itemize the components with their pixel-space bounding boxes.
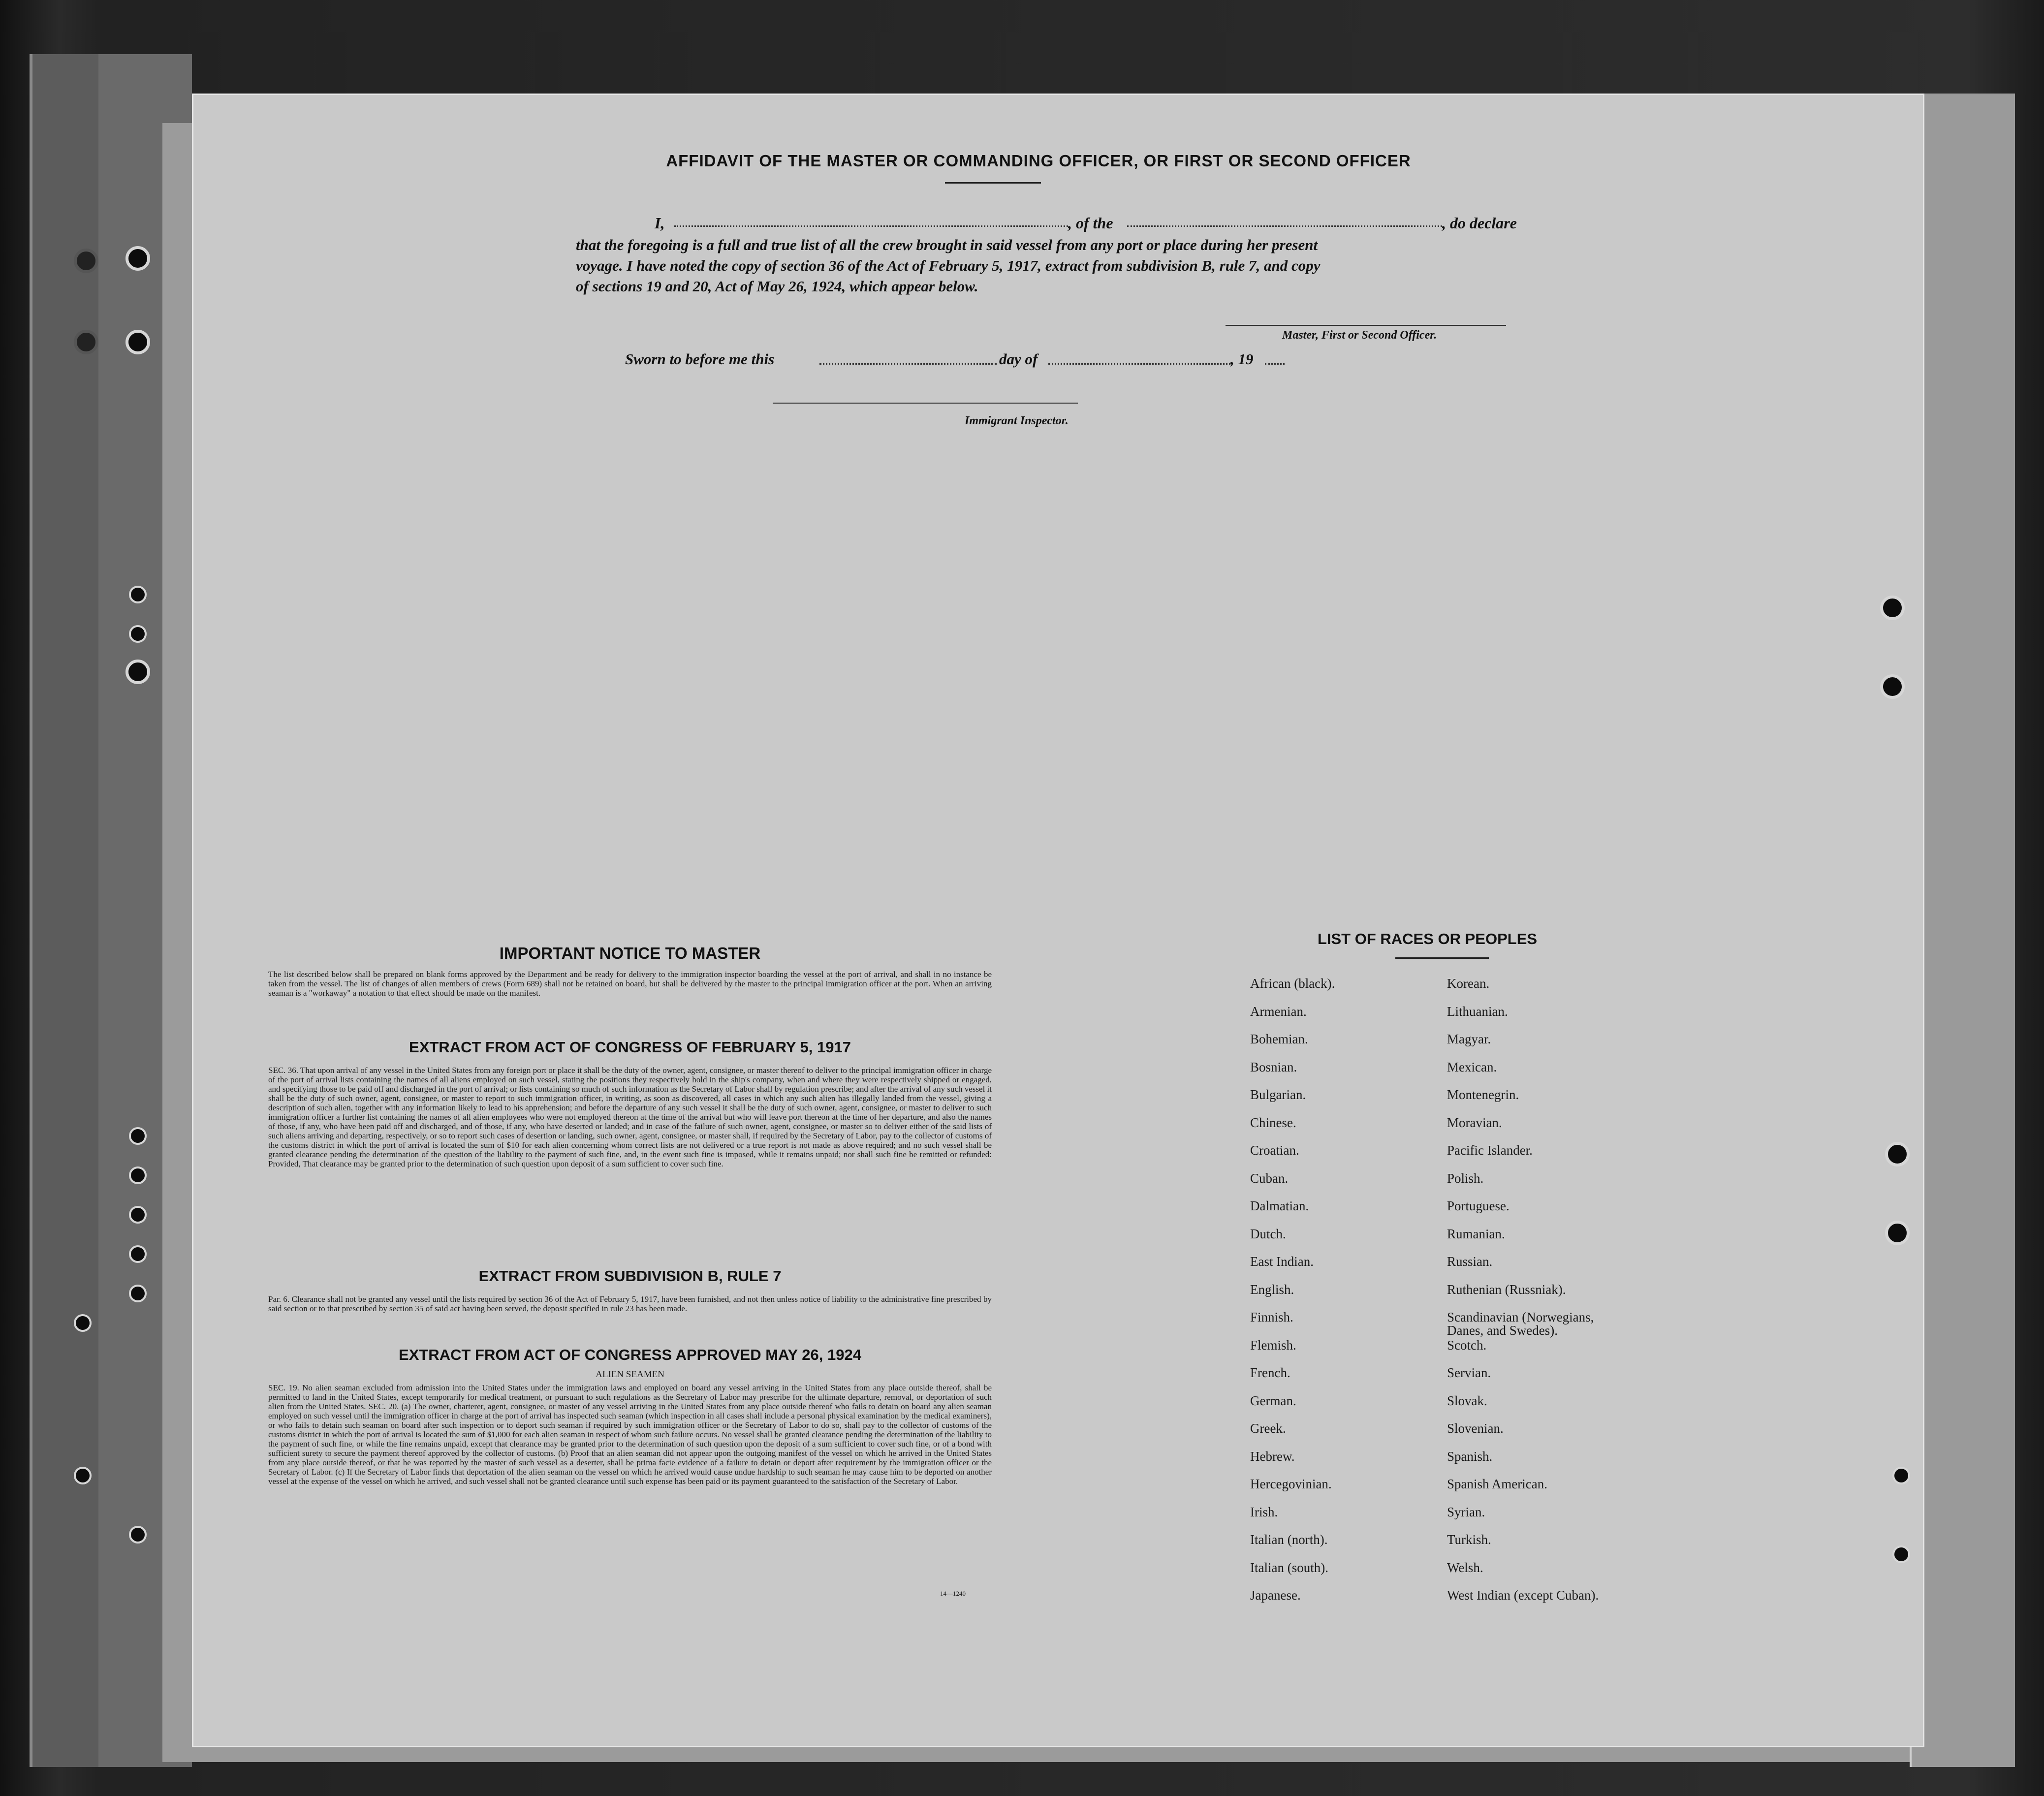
race-item: French. xyxy=(1250,1365,1290,1380)
race-item: Spanish. xyxy=(1447,1449,1493,1464)
race-item: Hebrew. xyxy=(1250,1449,1295,1464)
title-rule xyxy=(945,182,1041,184)
race-item: Dalmatian. xyxy=(1250,1198,1309,1213)
day-of-label: day of xyxy=(999,350,1038,368)
name-blank[interactable] xyxy=(674,225,1068,227)
binder-hole xyxy=(129,1206,147,1224)
inspector-signature-line[interactable] xyxy=(773,403,1078,404)
race-item: Turkish. xyxy=(1447,1532,1491,1547)
page-hole xyxy=(1892,1545,1910,1563)
page-hole xyxy=(1892,1467,1910,1484)
race-item: Bohemian. xyxy=(1250,1032,1308,1046)
form-number: 14—1240 xyxy=(940,1590,966,1597)
binder-hole xyxy=(129,1245,147,1263)
binder-hole xyxy=(74,1467,92,1484)
race-item: Croatian. xyxy=(1250,1143,1299,1158)
year-blank[interactable] xyxy=(1265,363,1285,365)
master-label: Master, First or Second Officer. xyxy=(1282,329,1437,342)
race-item: Slovenian. xyxy=(1447,1421,1504,1436)
race-item: Finnish. xyxy=(1250,1310,1293,1324)
race-item: Mexican. xyxy=(1447,1059,1497,1074)
sworn-day-blank[interactable] xyxy=(819,363,997,365)
race-item: Pacific Islander. xyxy=(1447,1143,1533,1158)
page-hole xyxy=(1880,674,1905,699)
race-item: Bulgarian. xyxy=(1250,1087,1306,1102)
page-hole xyxy=(1880,596,1905,620)
race-item: Magyar. xyxy=(1447,1032,1491,1046)
race-item: Portuguese. xyxy=(1447,1198,1509,1213)
binder-hole xyxy=(126,660,150,684)
year-label: , 19 xyxy=(1230,350,1254,368)
extract-1924-text: SEC. 19. No alien seaman excluded from admission into the United States under the immigration laws and employed on board any vessel arriving in the United States from any place outside thereof, shall be permitted to land in the United States, except temporarily for medical treatment, or pursuant to such regulations as the Secretary of Labor may prescribe for the ultimate departure, removal, or deportation of such alien from the United States. SEC. 20. (a) The owner, charterer, agent, consignee, or master of any vessel arriving in the United States from any place outside thereof who fails to detain on board any alien seaman employed on such vessel until the immigration officer in charge at the port of arrival has inspected such seaman (which inspection in all cases shall include a personal physical examination by the medical examiners), or who fails to detain such seaman on board after such inspection or to deport such seaman if required by such immigration officer or the Secretary of Labor to do so, shall pay to the collector of customs of the customs district in which the port of arrival is located the sum of $1,000 for each alien seaman in respect of whom such failure occurs. No vessel shall be granted clearance pending the determination of the liability to the payment of such fine, or while the fine remains unpaid, except that clearance may be granted prior to the determination of such question upon the deposit of a sum sufficient to cover such fine, or of a bond with sufficient surety to secure the payment thereof approved by the collector of customs. (b) Proof that an alien seaman did not appear upon the outgoing manifest of the vessel on which he arrived in the United States from any place outside thereof, or that he was reported by the master of such vessel as a deserter, shall be prima facie evidence of a failure to detain or deport after requirement by the immigration officer or the Secretary of Labor. (c) If the Secretary of Labor finds that deportation of the alien seaman on the vessel on which he arrived would cause undue hardship to such seaman he may cause him to be deported on another vessel at the expense of the vessel on which he arrived, and such vessel shall not be granted clearance until such expense has been paid or its payment guaranteed to the satisfaction of the Secretary of Labor. xyxy=(268,1383,992,1486)
page-edge xyxy=(1910,94,2015,1767)
race-item: German. xyxy=(1250,1393,1296,1408)
race-item: East Indian. xyxy=(1250,1254,1314,1269)
binder-hole xyxy=(129,1166,147,1184)
race-item: Montenegrin. xyxy=(1447,1087,1519,1102)
race-item: Scotch. xyxy=(1447,1337,1487,1353)
binder-hole xyxy=(129,1285,147,1302)
race-item: Armenian. xyxy=(1250,1004,1307,1019)
race-item: Spanish American. xyxy=(1447,1477,1547,1491)
races-title: LIST OF RACES OR PEOPLES xyxy=(1317,930,1538,947)
race-item: Rumanian. xyxy=(1447,1226,1505,1241)
race-item: Korean. xyxy=(1447,976,1490,991)
binder-hole xyxy=(126,246,150,271)
affidavit-title: AFFIDAVIT OF THE MASTER OR COMMANDING OFFICER, OR FIRST OR SECOND OFFICER xyxy=(666,152,1411,170)
inspector-label: Immigrant Inspector. xyxy=(965,414,1069,427)
race-item: Polish. xyxy=(1447,1170,1484,1186)
binder-hole xyxy=(126,330,150,354)
binder-hole xyxy=(129,1526,147,1544)
affidavit-line-2: that the foregoing is a full and true list of all the crew brought in said vessel from any port or place during her present xyxy=(576,236,1318,253)
notice-title: IMPORTANT NOTICE TO MASTER xyxy=(499,944,761,962)
race-item: Moravian. xyxy=(1447,1115,1502,1130)
affidavit-of-the: , of the xyxy=(1068,214,1113,232)
race-item: Russian. xyxy=(1447,1254,1493,1269)
races-rule xyxy=(1395,957,1489,959)
master-signature-line[interactable] xyxy=(1226,325,1506,326)
vessel-blank[interactable] xyxy=(1127,225,1442,227)
binder-spine xyxy=(30,54,99,1767)
race-item: Syrian. xyxy=(1447,1504,1485,1519)
notice-text: The list described below shall be prepared on blank forms approved by the Department and be ready for delivery to the immigration inspector boarding the vessel at the port of arrival, and shall in no instance be taken from the vessel. The list of changes of alien members of crews (Form 689) shall not be retained on board, but shall be delivered by the master to the principal immigration officer at the port. When an arriving seaman is a "workaway" a notation to that effect should be made on the manifest. xyxy=(268,970,992,998)
binder-hole xyxy=(74,330,98,354)
race-item: Ruthenian (Russniak). xyxy=(1447,1282,1566,1297)
race-item: Hercegovinian. xyxy=(1250,1477,1332,1491)
race-item: Lithuanian. xyxy=(1447,1004,1508,1019)
manifest-page xyxy=(192,94,1924,1747)
race-item: Chinese. xyxy=(1250,1115,1296,1130)
extract-rule7-title: EXTRACT FROM SUBDIVISION B, RULE 7 xyxy=(478,1267,782,1285)
race-item: Greek. xyxy=(1250,1421,1286,1436)
race-item: Bosnian. xyxy=(1250,1059,1297,1074)
page-hole xyxy=(1885,1221,1910,1245)
race-item: West Indian (except Cuban). xyxy=(1447,1588,1599,1603)
race-item: Italian (north). xyxy=(1250,1532,1328,1547)
extract-1917-title: EXTRACT FROM ACT OF CONGRESS OF FEBRUARY 5, 1917 xyxy=(409,1039,851,1056)
race-item: Irish. xyxy=(1250,1504,1278,1519)
race-item: Scandinavian (Norwegians, Danes, and Swedes). xyxy=(1447,1310,1594,1338)
month-blank[interactable] xyxy=(1048,363,1230,365)
page-hole xyxy=(1885,1142,1910,1166)
race-item: African (black). xyxy=(1250,976,1335,991)
race-item: Flemish. xyxy=(1250,1337,1296,1353)
race-item: English. xyxy=(1250,1282,1294,1297)
race-item: Japanese. xyxy=(1250,1588,1301,1603)
binder-hole xyxy=(129,1127,147,1145)
races-list xyxy=(1250,977,1742,1617)
affidavit-declare: , do declare xyxy=(1442,214,1517,232)
race-item: Slovak. xyxy=(1447,1393,1487,1408)
affidavit-line-4: of sections 19 and 20, Act of May 26, 1924, which appear below. xyxy=(576,278,978,295)
extract-1924-title: EXTRACT FROM ACT OF CONGRESS APPROVED MAY 26, 1924 xyxy=(399,1346,861,1363)
binder-hole xyxy=(74,249,98,273)
race-item: Italian (south). xyxy=(1250,1560,1328,1575)
binder-hole xyxy=(129,586,147,603)
binder-hole xyxy=(74,1314,92,1332)
extract-rule7-text: Par. 6. Clearance shall not be granted any vessel until the lists required by section 36 of the Act of February 5, 1917, have been furnished, and not then unless notice of liability to the administrative fine prescribed by said section or to that prescribed by section 35 of said act having been served, the deposit specified in rule 23 has been made. xyxy=(268,1294,992,1313)
race-item: Servian. xyxy=(1447,1365,1491,1380)
race-item: Dutch. xyxy=(1250,1226,1286,1241)
sworn-label: Sworn to before me this xyxy=(625,350,775,368)
affidavit-line-3: voyage. I have noted the copy of section 36 of the Act of February 5, 1917, extract from subdivision B, rule 7, and copy xyxy=(576,257,1321,274)
race-item: Welsh. xyxy=(1447,1560,1483,1575)
extract-1917-text: SEC. 36. That upon arrival of any vessel in the United States from any foreign port or place it shall be the duty of the owner, agent, consignee, or master thereof to deliver to the principal immigration officer in charge of the port of arrival lists containing the names of all aliens employed on such vessel, stating the positions they respectively hold in the ship's company, when and where they were respectively shipped or engaged, and specifying those to be paid off and discharged in the port of arrival; or lists containing so much of such information as the Secretary of Labor shall by regulation prescribe; and after the arrival of any such vessel it shall be the duty of such owner, agent, consignee, or master to report to such immigration officer, in writing, as soon as discovered, all cases in which any such alien has illegally landed from the vessel, giving a description of such alien, together with any information likely to lead to his apprehension; and before the departure of any such vessel it shall be the duty of such owner, agent, consignee, or master to deliver to such immigration officer a further list containing the names of all alien employees who were not employed thereon at the time of the arrival but who will leave port thereon at the time of her departure, and also the names of those, if any, who have been paid off and discharged, and of those, if any, who have deserted or landed; and in case of the failure of such owner, agent, consignee, or master so to deliver either of the said lists of such aliens arriving and departing, respectively, or so to report such cases of desertion or landing, such owner, agent, consignee, or master shall, if required by the Secretary of Labor, pay to the collector of customs of the customs district in which the port of arrival is located the sum of $10 for each alien concerning whom correct lists are not delivered or a true report is not made as above required; and no such vessel shall be granted clearance pending the determination of the question of the liability to the payment of such fine, and, in the event such fine is imposed, while it remains unpaid; nor shall such fine be remitted or refunded: Provided, That clearance may be granted prior to the determination of such question upon deposit of a sum sufficient to cover such fine. xyxy=(268,1066,992,1168)
binder-hole xyxy=(129,625,147,643)
affidavit-i: I, xyxy=(655,214,665,232)
alien-seamen-subtitle: ALIEN SEAMEN xyxy=(596,1369,664,1380)
race-item: Cuban. xyxy=(1250,1170,1289,1186)
